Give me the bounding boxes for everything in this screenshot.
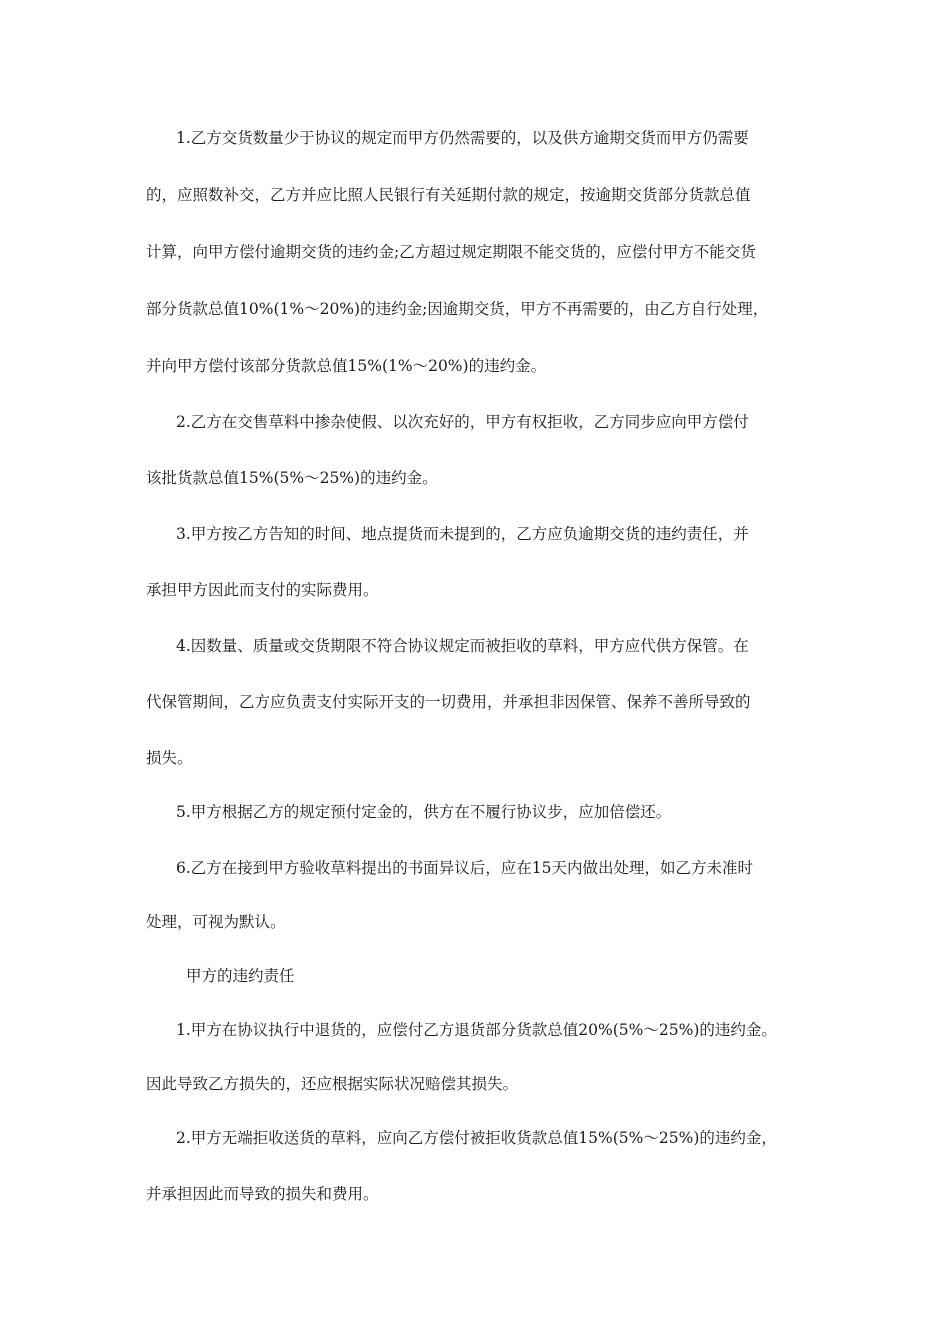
text-line: 计算，向甲方偿付逾期交货的违约金;乙方超过规定期限不能交货的，应偿付甲方不能交货 [146, 243, 756, 261]
section-heading: 甲方的违约责任 [186, 967, 295, 985]
text-line: 1.乙方交货数量少于协议的规定而甲方仍然需要的，以及供方逾期交货而甲方仍需要 [176, 129, 749, 147]
text-line: 部分货款总值10%(1%～20%)的违约金;因逾期交货，甲方不再需要的，由乙方自行处理， [146, 300, 769, 318]
text-line: 并承担因此而导致的损失和费用。 [146, 1185, 379, 1203]
text-line: 处理，可视为默认。 [146, 913, 286, 931]
text-line: 损失。 [146, 749, 193, 767]
text-line: 承担甲方因此而支付的实际费用。 [146, 581, 379, 599]
text-line: 该批货款总值15%(5%～25%)的违约金。 [146, 469, 438, 487]
text-line: 代保管期间，乙方应负责支付实际开支的一切费用，并承担非因保管、保养不善所导致的 [146, 693, 751, 711]
text-line: 6.乙方在接到甲方验收草料提出的书面异议后，应在15天内做出处理，如乙方未准时 [176, 859, 754, 877]
text-line: 并向甲方偿付该部分货款总值15%(1%～20%)的违约金。 [146, 357, 547, 375]
text-line: 因此导致乙方损失的，还应根据实际状况赔偿其损失。 [146, 1075, 519, 1093]
text-line: 3.甲方按乙方告知的时间、地点提货而未提到的，乙方应负逾期交货的违约责任，并 [176, 525, 749, 543]
text-line: 2.乙方在交售草料中掺杂使假、以次充好的，甲方有权拒收，乙方同步应向甲方偿付 [176, 413, 749, 431]
text-line: 4.因数量、质量或交货期限不符合协议规定而被拒收的草料，甲方应代供方保管。在 [176, 637, 749, 655]
text-line: 1.甲方在协议执行中退货的，应偿付乙方退货部分货款总值20%(5%～25%)的违约金。 [176, 1021, 777, 1039]
text-line: 5.甲方根据乙方的规定预付定金的，供方在不履行协议步，应加倍偿还。 [176, 803, 672, 821]
text-line: 的，应照数补交，乙方并应比照人民银行有关延期付款的规定，按逾期交货部分货款总值 [146, 186, 751, 204]
text-line: 2.甲方无端拒收送货的草料，应向乙方偿付被拒收货款总值15%(5%～25%)的违约金， [176, 1129, 777, 1147]
